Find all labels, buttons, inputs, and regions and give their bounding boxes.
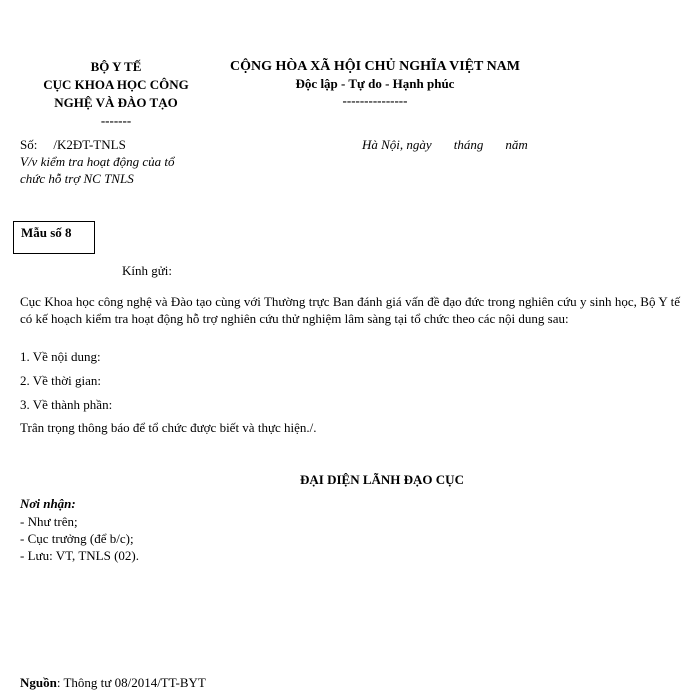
recipient-item: - Như trên; <box>20 514 78 529</box>
national-title-block <box>225 58 525 109</box>
document-subject-line1: V/v kiểm tra hoạt động của tổ <box>20 154 175 169</box>
date-place: Hà Nội, ngày <box>362 137 432 152</box>
header-right-rule: --------------- <box>342 93 408 108</box>
source-label: Nguồn <box>20 675 57 690</box>
date-year: năm <box>505 137 528 152</box>
document-subject-line2: chức hỗ trợ NC TNLS <box>20 171 134 186</box>
document-number-label: Số: <box>20 137 38 152</box>
date-line <box>362 137 528 153</box>
closing-sentence: Trân trọng thông báo để tổ chức được biết và thực hiện./. <box>20 420 317 435</box>
header-left-rule: ------- <box>100 113 132 128</box>
date-month: tháng <box>453 137 484 152</box>
national-motto: Độc lập - Tự do - Hạnh phúc <box>295 76 455 91</box>
content-item-1: 1. Về nội dung: <box>20 349 101 364</box>
document-number <box>20 137 126 153</box>
document-subject <box>20 153 210 187</box>
recipients-title: Nơi nhận: <box>20 496 76 511</box>
recipient-item: - Cục trưởng (để b/c); <box>20 531 134 546</box>
body-paragraph: Cục Khoa học công nghệ và Đào tạo cùng với Thường trực Ban đánh giá vấn đề đạo đức trong nghiên cứu y sinh học, Bộ Y tế có kế hoạch kiểm tra hoạt động hỗ trợ nghiên cứu thử nghiệm lâm sàng tại tổ chức theo các nội dung sau: <box>20 294 680 326</box>
department-name-line2: NGHỆ VÀ ĐÀO TẠO <box>54 95 178 110</box>
signature-title: ĐẠI DIỆN LÃNH ĐẠO CỤC <box>300 472 464 487</box>
content-item-3: 3. Về thành phần: <box>20 397 113 412</box>
issuing-agency-block <box>20 58 212 130</box>
content-item-2: 2. Về thời gian: <box>20 373 102 388</box>
nation-name: CỘNG HÒA XÃ HỘI CHỦ NGHĨA VIỆT NAM <box>229 59 520 74</box>
form-label-box: Mẫu số 8 <box>13 221 95 254</box>
ministry-name: BỘ Y TẾ <box>90 59 142 74</box>
salutation: Kính gửi: <box>122 263 173 278</box>
department-name-line1: CỤC KHOA HỌC CÔNG <box>43 77 189 92</box>
document-number-code: /K2ĐT-TNLS <box>53 137 126 152</box>
source-text: : Thông tư 08/2014/TT-BYT <box>56 675 206 690</box>
source-note <box>20 675 206 691</box>
recipients-list <box>20 513 139 564</box>
recipient-item: - Lưu: VT, TNLS (02). <box>20 548 139 563</box>
